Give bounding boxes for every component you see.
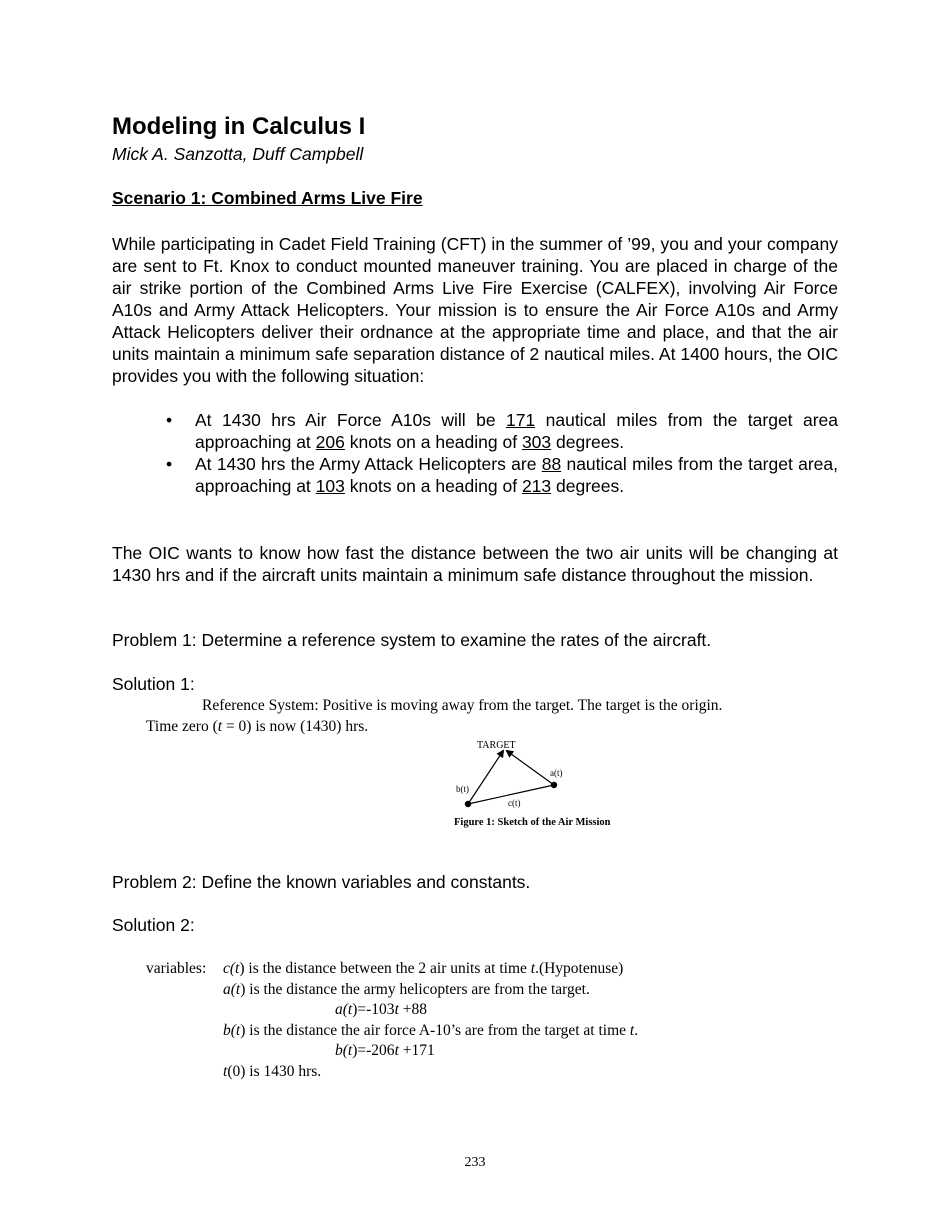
var-text: .(Hypotenuse) [535,960,624,977]
scenario-paragraph: While participating in Cadet Field Training (CFT) in the summer of ’99, you and your company are sent to Ft. Knox to conduct mounted maneuver training. You are placed in charge of the air strike portion of the Combined Arms Live Fire Exercise (CALFEX), involving Air Force A10s and Army Attack Helicopters. Your mission is to ensure the Air Force A10s and Army Attack Helicopters deliver their ordnance at the appropriate time and place, and that the air units maintain a minimum safe separation distance of 2 nautical miles. At 1400 hours, the OIC provides you with the following situation: [112,234,838,386]
var-text: (0) is 1430 hrs. [227,1063,322,1080]
var-text: c( [223,960,236,977]
text-span: = 0) is now (1430) hrs. [222,718,369,735]
a-label: a(t) [550,768,563,778]
variable-t: t [217,718,223,735]
bullet-text: knots on a heading of [344,432,522,452]
value-speed: 206 [315,432,345,452]
equation-a [335,1000,427,1021]
var-text: +171 [398,1042,435,1059]
bullet-text: knots on a heading of [344,476,522,496]
time-zero-text [146,718,368,736]
variable-line-a [223,980,590,1001]
var-text: t [347,1042,353,1059]
page-number: 233 [464,1155,486,1170]
list-item [166,409,838,453]
helicopter-point-icon [465,801,471,807]
var-text: +88 [398,1001,427,1018]
value-speed: 103 [315,476,345,496]
variable-line-b [223,1021,638,1042]
value-distance: 88 [541,454,562,474]
solution-1-label: Solution 1: [112,674,195,694]
var-text: ) is the distance between the 2 air units at time [239,960,531,977]
var-text: ) is the distance the air force A-10’s are from the target at time [240,1022,630,1039]
situation-list [166,409,838,497]
c-label: c(t) [508,798,521,808]
variable-line-t [223,1062,321,1083]
var-text: )=-103 [352,1001,395,1018]
var-text: t [394,1001,399,1018]
bullet-text: At 1430 hrs the Army Attack Helicopters are [195,454,542,474]
var-text: b( [223,1022,236,1039]
var-text: a( [335,1001,348,1018]
var-text: t [235,981,241,998]
problem-2-label: Problem 2: Define the known variables and constants. [112,872,531,892]
bullet-text: nautical miles from the target area approaching at [195,410,838,452]
var-text: t [530,960,536,977]
var-text: a( [223,981,236,998]
target-label: TARGET [477,740,516,751]
bullet-text: degrees. [551,476,625,496]
value-heading: 303 [521,432,552,452]
a10-point-icon [551,782,557,788]
b-label: b(t) [456,784,469,794]
figure-caption: Figure 1: Sketch of the Air Mission [454,817,611,828]
var-text: . [634,1022,639,1039]
scenario-heading: Scenario 1: Combined Arms Live Fire [112,188,423,208]
solution-2-label: Solution 2: [112,915,195,935]
bullet-text: degrees. [551,432,625,452]
list-item [166,453,838,497]
var-text: t [394,1042,399,1059]
text-span: Time zero ( [146,718,218,735]
reference-system-text: Reference System: Positive is moving away from the target. The target is the origin. [202,697,723,714]
bullet-text: At 1430 hrs Air Force A10s will be [195,410,506,430]
var-text: t [235,960,240,977]
authors: Mick A. Sanzotta, Duff Campbell [112,144,364,164]
var-text: ) is the distance the army helicopters are from the target. [240,981,590,998]
helicopter-path-line [468,751,503,804]
var-text: t [235,1022,241,1039]
question-paragraph: The OIC wants to know how fast the distance between the two air units will be changing at 1430 hrs and if the aircraft units maintain a minimum safe distance throughout the mission. [112,543,838,585]
value-distance: 171 [506,410,536,430]
paper-title: Modeling in Calculus I [112,113,366,140]
problem-1-label: Problem 1: Determine a reference system to examine the rates of the aircraft. [112,630,712,650]
var-text: b( [335,1042,348,1059]
bullet-icon: • [166,454,173,474]
air-mission-sketch [440,736,590,816]
variables-label: variables: [146,960,207,977]
var-text: t [347,1001,353,1018]
bullet-icon: • [166,410,173,430]
var-text: )=-206 [352,1042,395,1059]
bullet-text: nautical miles from the target area, approaching at [195,454,838,496]
var-text: t [223,1063,228,1080]
value-heading: 213 [521,476,552,496]
equation-b [335,1041,435,1062]
a10-path-line [507,751,554,785]
variable-line-c [223,959,623,980]
var-text: t [629,1022,635,1039]
